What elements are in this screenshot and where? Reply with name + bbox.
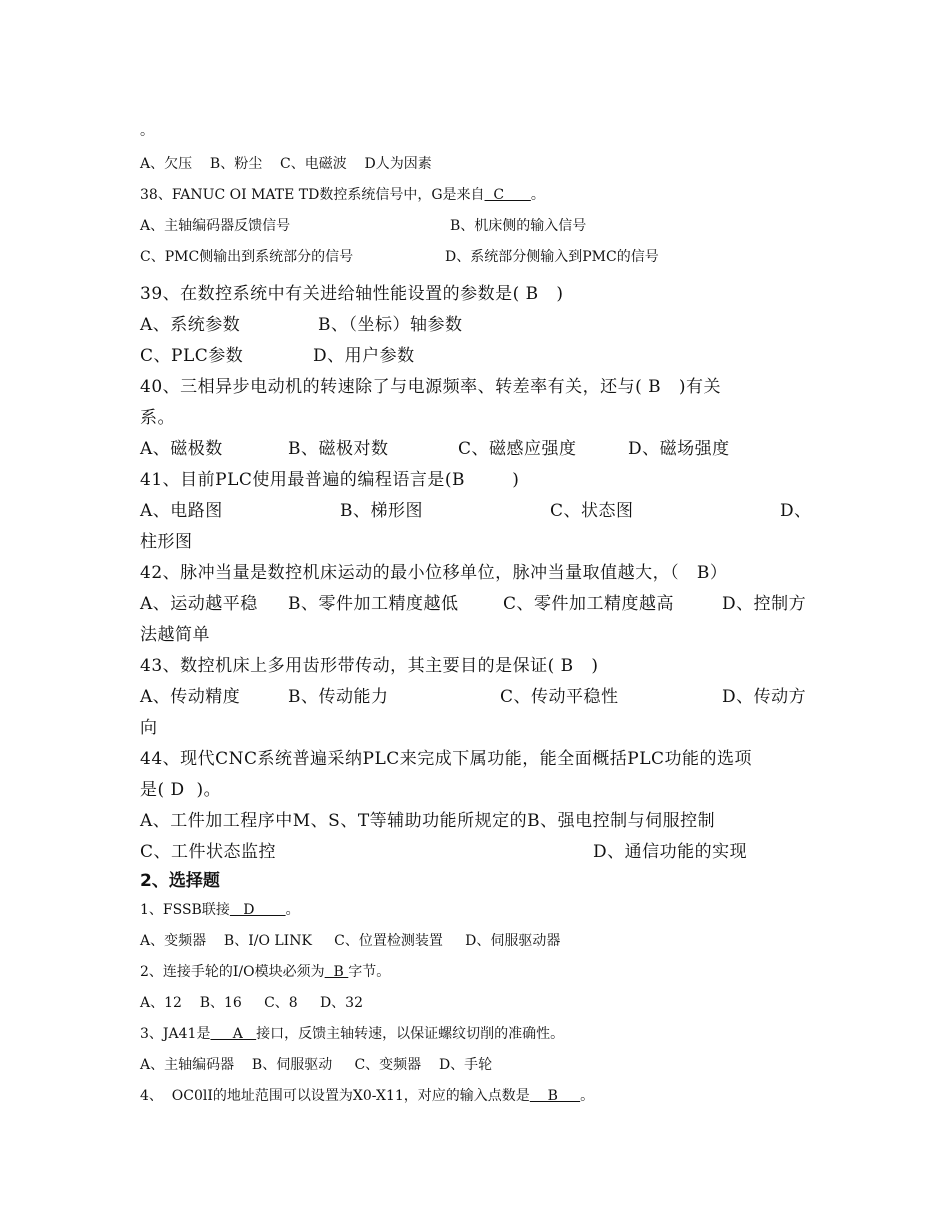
option-c: C、状态图 xyxy=(550,501,634,521)
question-44: 44、现代CNC系统普遍采纳PLC来完成下属功能，能全面概括PLC功能的选项 xyxy=(140,749,752,769)
answer-blank: C xyxy=(484,187,531,203)
text-line: 向 xyxy=(140,718,158,738)
text-line: 法越简单 xyxy=(140,625,210,645)
text-line: 是( D )。 xyxy=(140,780,222,800)
options-row: A、12 B、16 C、8 D、32 xyxy=(140,995,363,1011)
question-38: 38、FANUC OI MATE TD数控系统信号中，G是来自 C 。 xyxy=(140,187,545,203)
question-4: 4、 OC0lI的地址范围可以设置为X0-X11，对应的输入点数是 B 。 xyxy=(140,1088,595,1104)
text-line: 。 xyxy=(140,123,154,139)
question-2: 2、连接手轮的I/O模块必须为 B 字节。 xyxy=(140,964,391,980)
option-c: C、传动平稳性 xyxy=(500,687,619,707)
question-1: 1、FSSB联接 D 。 xyxy=(140,902,300,918)
option-c: C、PLC参数 xyxy=(140,346,244,366)
option-c: C、工件状态监控 xyxy=(140,842,277,862)
options-row: A、变频器 B、I/O LINK C、位置检测装置 D、伺服驱动器 xyxy=(140,933,561,949)
section-heading: 2、选择题 xyxy=(140,871,220,891)
question-40: 40、三相异步电动机的转速除了与电源频率、转差率有关，还与( B )有关 xyxy=(140,377,722,397)
options-row: A、主轴编码器 B、伺服驱动 C、变频器 D、手轮 xyxy=(140,1057,493,1073)
question-3: 3、JA41是 A 接口，反馈主轴转速，以保证螺纹切削的准确性。 xyxy=(140,1026,565,1042)
option-d: D、传动方 xyxy=(722,687,807,707)
option-d: D、 xyxy=(780,501,812,521)
option-b: B、传动能力 xyxy=(288,687,389,707)
question-43: 43、数控机床上多用齿形带传动，其主要目的是保证( B ) xyxy=(140,656,599,676)
text-line: A、欠压 B、粉尘 C、电磁波 D人为因素 xyxy=(140,156,432,172)
option-a: A、磁极数 xyxy=(140,439,223,459)
option-a: A、系统参数 xyxy=(140,315,241,335)
option-a: A、运动越平稳 xyxy=(140,594,258,614)
option-b: B、零件加工精度越低 xyxy=(288,594,459,614)
option-b: B、机床侧的输入信号 xyxy=(450,218,587,234)
option-c: C、零件加工精度越高 xyxy=(503,594,675,614)
text-line: A、工件加工程序中M、S、T等辅助功能所规定的B、强电控制与伺服控制 xyxy=(140,811,716,831)
option-d: D、系统部分侧输入到PMC的信号 xyxy=(445,249,659,265)
question-39: 39、在数控系统中有关进给轴性能设置的参数是( B ) xyxy=(140,284,564,304)
option-a: A、传动精度 xyxy=(140,687,241,707)
option-d: D、控制方 xyxy=(722,594,807,614)
question-42: 42、脉冲当量是数控机床运动的最小位移单位，脉冲当量取值越大，（ B） xyxy=(140,563,728,583)
option-c: C、磁感应强度 xyxy=(458,439,577,459)
option-c: C、PMC侧输出到系统部分的信号 xyxy=(140,249,354,265)
answer-blank: A xyxy=(210,1026,257,1042)
option-b: B、磁极对数 xyxy=(288,439,389,459)
answer-blank: B xyxy=(529,1088,581,1104)
text-line: 柱形图 xyxy=(140,532,193,552)
option-d: D、磁场强度 xyxy=(628,439,730,459)
question-41: 41、目前PLC使用最普遍的编程语言是(B ) xyxy=(140,470,520,490)
option-d: D、用户参数 xyxy=(313,346,415,366)
option-a: A、主轴编码器反馈信号 xyxy=(140,218,291,234)
answer-blank: D xyxy=(229,902,286,918)
text-line: 系。 xyxy=(140,408,175,428)
option-b: B、（坐标）轴参数 xyxy=(318,315,463,335)
option-b: B、梯形图 xyxy=(340,501,423,521)
option-d: D、通信功能的实现 xyxy=(593,842,748,862)
answer-blank: B xyxy=(324,964,349,980)
option-a: A、电路图 xyxy=(140,501,223,521)
